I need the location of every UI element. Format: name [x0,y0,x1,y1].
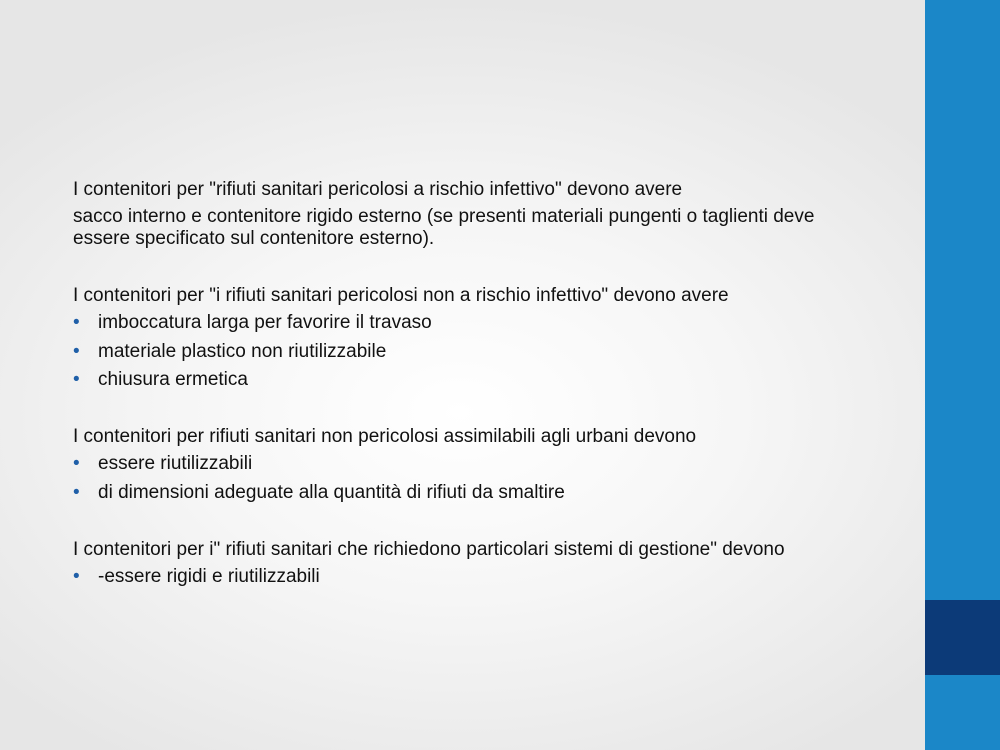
bullet-icon: • [73,453,80,474]
list-item-text: -essere rigidi e riutilizzabili [98,565,320,587]
list-item [73,341,873,363]
bullet-list [73,453,873,504]
list-item-text: chiusura ermetica [98,369,248,390]
side-decoration-accent [925,600,1000,675]
bullet-list [73,566,873,588]
bullet-list [73,312,873,391]
paragraph-text: I contenitori per "rifiuti sanitari pericolosi a rischio infettivo" devono avere [73,179,683,200]
list-item [73,482,873,504]
bullet-icon: • [73,565,80,587]
paragraph-text: sacco interno e contenitore rigido esterno (se presenti materiali pungenti o taglienti deve essere specificato sul contenitore esterno). [73,206,815,249]
bullet-icon: • [73,312,80,333]
list-item-text: di dimensioni adeguate alla quantità di rifiuti da smaltire [98,481,565,503]
paragraph-infectious [73,179,873,250]
list-item [73,566,873,588]
list-item [73,453,873,475]
paragraph-non-infectious [73,285,873,391]
slide-content [73,179,873,623]
paragraph-text: I contenitori per "i rifiuti sanitari pericolosi non a rischio infettivo" devono avere [73,285,729,306]
bullet-icon: • [73,369,80,390]
bullet-icon: • [73,340,80,362]
paragraph-text: I contenitori per i" rifiuti sanitari che richiedono particolari sistemi di gestione" devono [73,538,785,560]
list-item-text: imboccatura larga per favorire il travaso [98,312,432,333]
list-item [73,369,873,391]
list-item-text: essere riutilizzabili [98,453,253,474]
paragraph-assimilable-urban [73,426,873,504]
list-item [73,312,873,334]
paragraph-special-management [73,539,873,588]
paragraph-text: I contenitori per rifiuti sanitari non pericolosi assimilabili agli urbani devono [73,426,697,447]
list-item-text: materiale plastico non riutilizzabile [98,340,387,362]
bullet-icon: • [73,481,80,503]
